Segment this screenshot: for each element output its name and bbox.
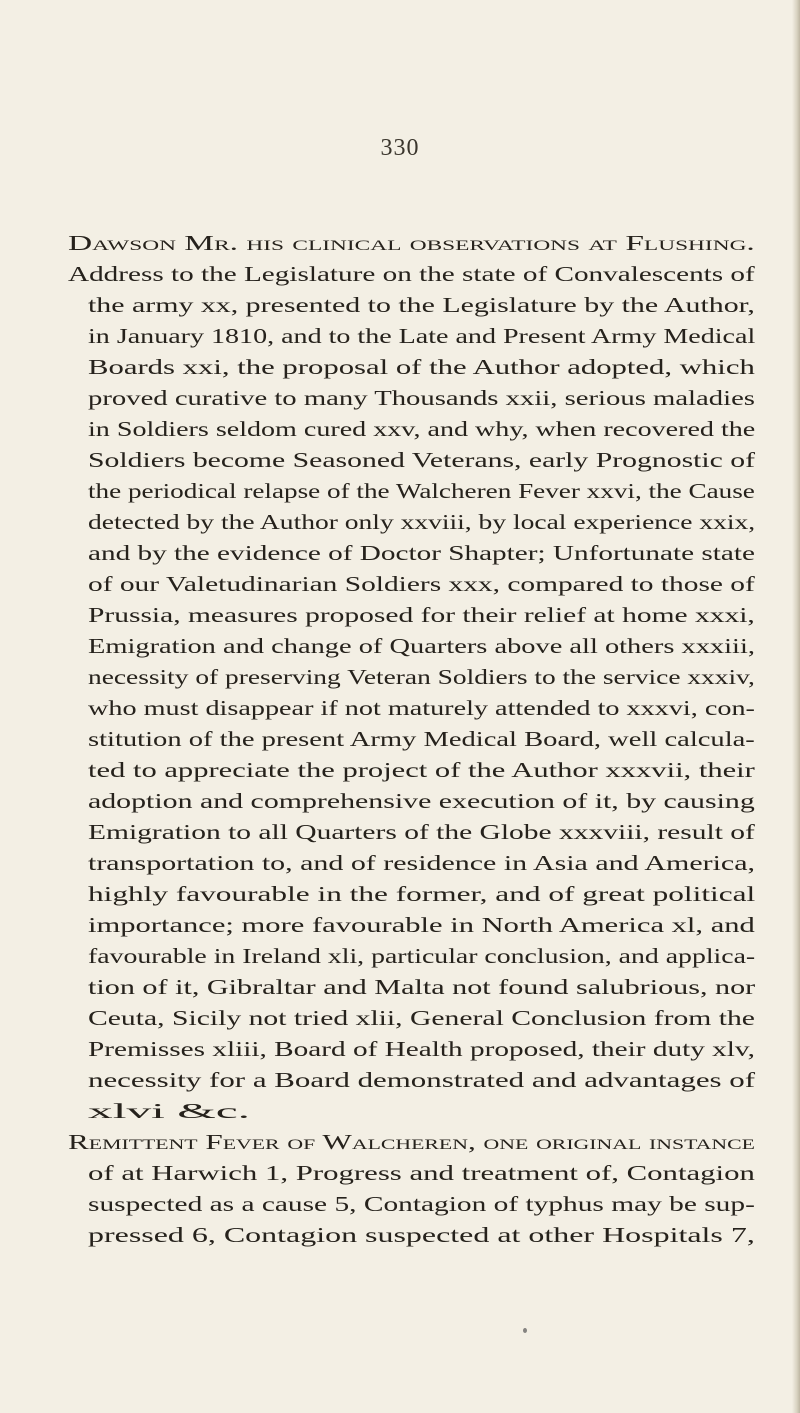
index-line: adoption and comprehensive execution of it, by causing	[88, 789, 755, 813]
index-line: in January 1810, and to the Late and Present Army Medical	[88, 324, 756, 348]
index-line: highly favourable in the former, and of great political	[88, 882, 756, 906]
page-number: 330	[380, 135, 420, 161]
index-line: the periodical relapse of the Walcheren Fever xxvi, the Cause	[88, 479, 755, 503]
index-line: importance; more favourable in North America xl, and	[88, 913, 755, 937]
index-line: of at Harwich 1, Progress and treatment of, Contagion	[88, 1161, 755, 1185]
index-line: in Soldiers seldom cured xxv, and why, when recovered the	[88, 417, 756, 441]
index-line: xlvi &c.	[88, 1099, 251, 1123]
index-line: tion of it, Gibraltar and Malta not found salubrious, nor	[88, 975, 756, 999]
index-line: transportation to, and of residence in Asia and America,	[88, 851, 756, 875]
index-line: Premisses xliii, Board of Health proposed, their duty xlv,	[88, 1037, 755, 1061]
index-line: Boards xxi, the proposal of the Author adopted, which	[88, 355, 755, 379]
ink-speck	[523, 1328, 527, 1333]
index-line: the army xx, presented to the Legislature by the Author,	[88, 293, 755, 317]
index-entry-address: Address to the Legislature on the state of Convalescents of	[68, 262, 755, 286]
index-line: proved curative to many Thousands xxii, serious maladies	[88, 386, 755, 410]
index-line: necessity of preserving Veteran Soldiers to the service xxxiv,	[88, 665, 755, 689]
index-entry-remittent-fever: Remittent Fever of Walcheren, one original instance	[68, 1130, 755, 1154]
index-line: stitution of the present Army Medical Board, well calcula-	[88, 727, 755, 751]
index-line: detected by the Author only xxviii, by local experience xxix,	[88, 510, 756, 534]
index-line: Prussia, measures proposed for their relief at home xxxi,	[88, 603, 755, 627]
index-line: suspected as a cause 5, Contagion of typhus may be sup-	[88, 1192, 755, 1216]
index-line: pressed 6, Contagion suspected at other Hospitals 7,	[88, 1223, 755, 1247]
index-line: of our Valetudinarian Soldiers xxx, compared to those of	[88, 572, 755, 596]
index-entry-dawson: Dawson Mr. his clinical observations at Flushing.	[68, 231, 755, 255]
index-line: ted to appreciate the project of the Author xxxvii, their	[88, 758, 755, 782]
index-line: Emigration and change of Quarters above all others xxxiii,	[88, 634, 755, 658]
index-line: who must disappear if not maturely attended to xxxvi, con-	[88, 696, 755, 720]
index-line: Ceuta, Sicily not tried xlii, General Conclusion from the	[88, 1006, 755, 1030]
index-line: and by the evidence of Doctor Shapter; Unfortunate state	[88, 541, 755, 565]
index-line: favourable in Ireland xli, particular conclusion, and applica-	[88, 944, 756, 968]
index-line: Soldiers become Seasoned Veterans, early Prognostic of	[88, 448, 756, 472]
index-line: necessity for a Board demonstrated and advantages of	[88, 1068, 756, 1092]
index-line: Emigration to all Quarters of the Globe xxxviii, result of	[88, 820, 755, 844]
